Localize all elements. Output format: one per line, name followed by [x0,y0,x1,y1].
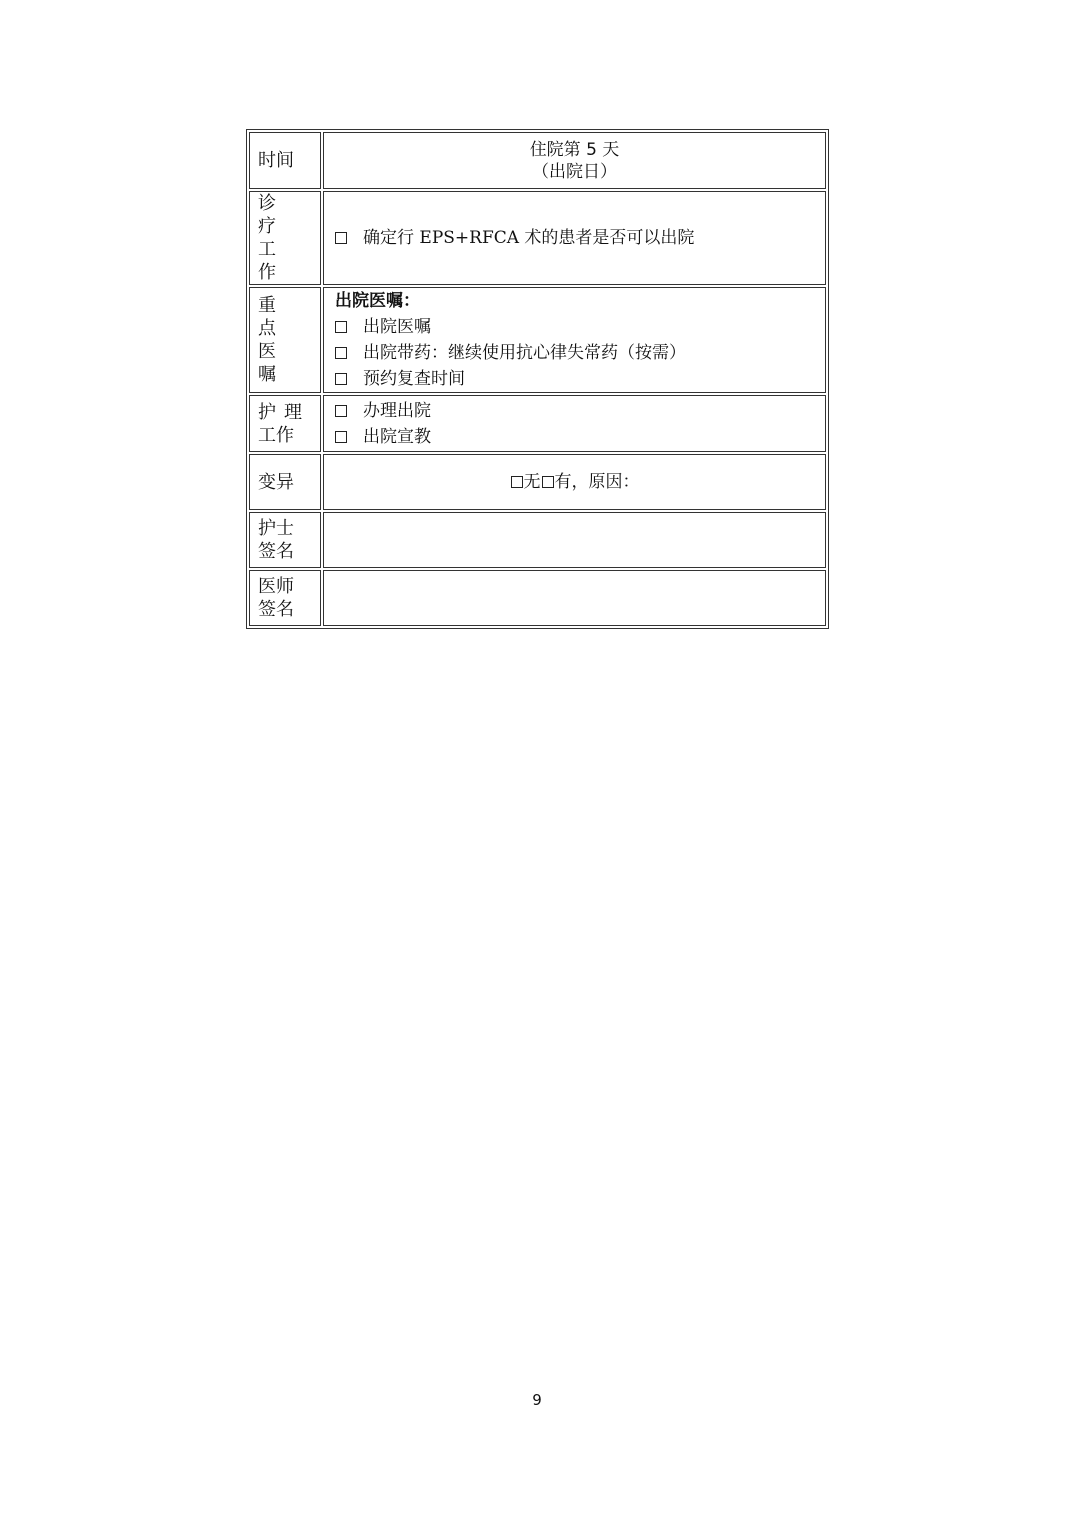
treatment-content [323,191,826,285]
row-orders [249,287,826,393]
doctor-signature-field[interactable] [323,570,826,626]
orders-item [335,366,825,392]
row-treatment [249,191,826,285]
label-nursing-line: 护理 [258,401,310,423]
nursing-item [335,398,825,424]
label-doctor-signature-line: 医师 [258,576,294,597]
label-orders-char: 点 [258,318,276,339]
label-treatment-char: 作 [258,262,276,283]
row-doctor-signature [249,570,826,626]
label-orders [249,287,321,393]
treatment-item-text: 确定行 EPS+RFCA 术的患者是否可以出院 [363,228,695,248]
label-orders-char: 嘱 [258,364,276,385]
row-nurse-signature [249,512,826,568]
orders-content [323,287,826,393]
orders-item-text: 出院医嘱 [363,317,431,337]
variation-none-text: 无 [523,472,541,492]
checkbox[interactable] [335,232,347,244]
label-doctor-signature-line: 签名 [258,599,294,620]
nursing-content [323,395,826,452]
label-variation [249,454,321,510]
treatment-item [335,225,825,251]
checkbox-yes[interactable] [542,476,554,488]
checkbox[interactable] [335,373,347,385]
label-nurse-signature-line: 签名 [258,541,294,562]
checkbox-none[interactable] [511,476,523,488]
orders-item-text: 预约复查时间 [363,369,465,389]
label-treatment-char: 疗 [258,216,276,237]
label-nursing-line: 工作 [258,424,294,446]
label-nurse-signature [249,512,321,568]
row-nursing [249,395,826,452]
label-variation-text: 变异 [258,471,294,493]
label-nurse-signature-line: 护士 [258,518,294,539]
variation-yes-text: 有，原因： [554,472,640,492]
orders-item [335,340,825,366]
label-treatment [249,191,321,285]
checkbox[interactable] [335,431,347,443]
label-time-text: 时间 [258,150,294,171]
nursing-item-text: 办理出院 [363,400,431,421]
orders-item [335,314,825,340]
label-doctor-signature [249,570,321,626]
header-day-line: 住院第 5 天 [529,139,620,160]
nurse-signature-field[interactable] [323,512,826,568]
label-treatment-char: 工 [258,239,276,260]
page-number: 9 [532,1391,542,1409]
checkbox[interactable] [335,405,347,417]
row-variation [249,454,826,510]
label-nursing [249,395,321,452]
label-time [249,132,321,189]
variation-content [323,454,826,510]
label-treatment-char: 诊 [258,193,276,214]
row-time [249,132,826,189]
orders-item-text: 出院带药：继续使用抗心律失常药（按需） [363,343,686,363]
label-orders-char: 重 [258,295,276,316]
nursing-item-text: 出院宣教 [363,426,431,447]
label-orders-char: 医 [258,341,276,362]
orders-heading: 出院医嘱： [335,291,420,311]
checkbox[interactable] [335,321,347,333]
checkbox[interactable] [335,347,347,359]
header-day-sub: （出院日） [532,161,617,182]
clinical-pathway-table [246,129,829,629]
nursing-item [335,424,825,450]
header-day-cell [323,132,826,189]
